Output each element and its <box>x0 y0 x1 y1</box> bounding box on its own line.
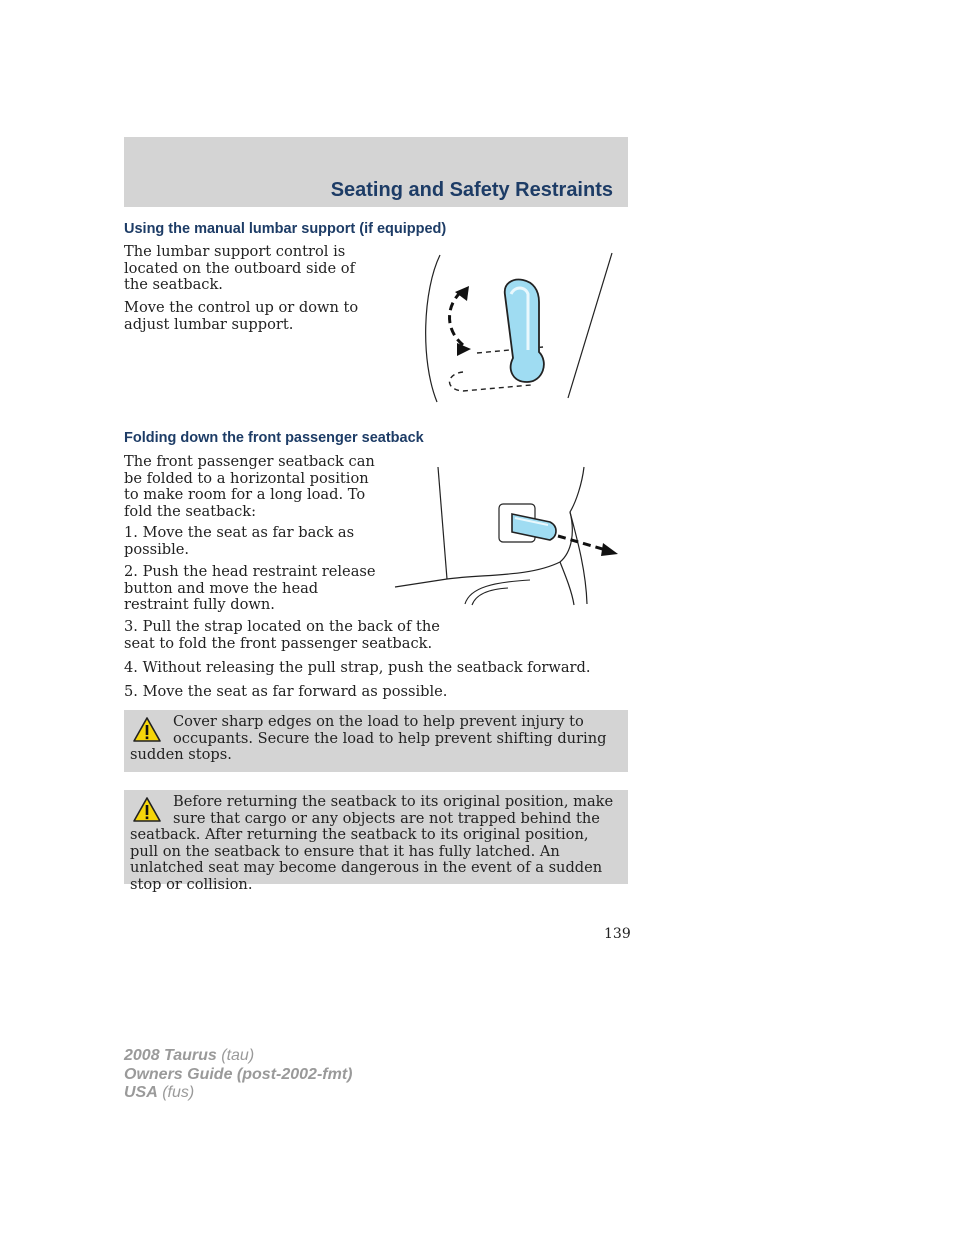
footer-market-code: (fus) <box>157 1084 195 1101</box>
lumbar-paragraph-1: The lumbar support control is located on the outboard side of the seatback. <box>124 243 355 293</box>
lumbar-paragraph-2: Move the control up or down to adjust lumbar support. <box>124 299 359 333</box>
document-footer <box>124 1047 352 1103</box>
step-5: 5. Move the seat as far forward as possible. <box>124 683 448 700</box>
warning-text-2: Before returning the seatback to its original position, make sure that cargo or any objects are not trapped behind the seatback. After returning the seatback to its original position, pull on the seatback to ensure that it has fully latched. An unlatched seat may become dangerous in the event of a sudden stop or collision. <box>130 793 614 893</box>
footer-guide: Owners Guide (post-2002-fmt) <box>124 1065 353 1083</box>
step-3: 3. Pull the strap located on the back of the seat to fold the front passenger seatback. <box>124 618 440 652</box>
step-4: 4. Without releasing the pull strap, push the seatback forward. <box>124 659 591 676</box>
fold-seatback-heading: Folding down the front passenger seatback <box>124 430 424 446</box>
seatback-strap-illustration <box>390 462 625 610</box>
footer-model: 2008 Taurus <box>124 1047 217 1064</box>
footer-model-code: (tau) <box>216 1047 255 1064</box>
warning-text-1: Cover sharp edges on the load to help prevent injury to occupants. Secure the load to help prevent shifting during sudden stops. <box>130 713 607 763</box>
page-number: 139 <box>604 926 631 942</box>
warning-box-1 <box>124 710 628 772</box>
footer-market: USA <box>124 1084 158 1101</box>
section-header-band <box>124 137 628 207</box>
step-1: 1. Move the seat as far back as possible. <box>124 524 355 558</box>
step-2: 2. Push the head restraint release button and move the head restraint fully down. <box>124 563 376 613</box>
fold-intro-paragraph: The front passenger seatback can be folded to a horizontal position to make room for a long load. To fold the seatback: <box>124 453 375 520</box>
lumbar-control-illustration <box>415 250 620 405</box>
warning-box-2 <box>124 790 628 893</box>
lumbar-support-heading: Using the manual lumbar support (if equipped) <box>124 221 447 237</box>
section-title: Seating and Safety Restraints <box>330 179 613 201</box>
warning-icon <box>132 716 162 743</box>
warning-icon <box>132 796 162 823</box>
